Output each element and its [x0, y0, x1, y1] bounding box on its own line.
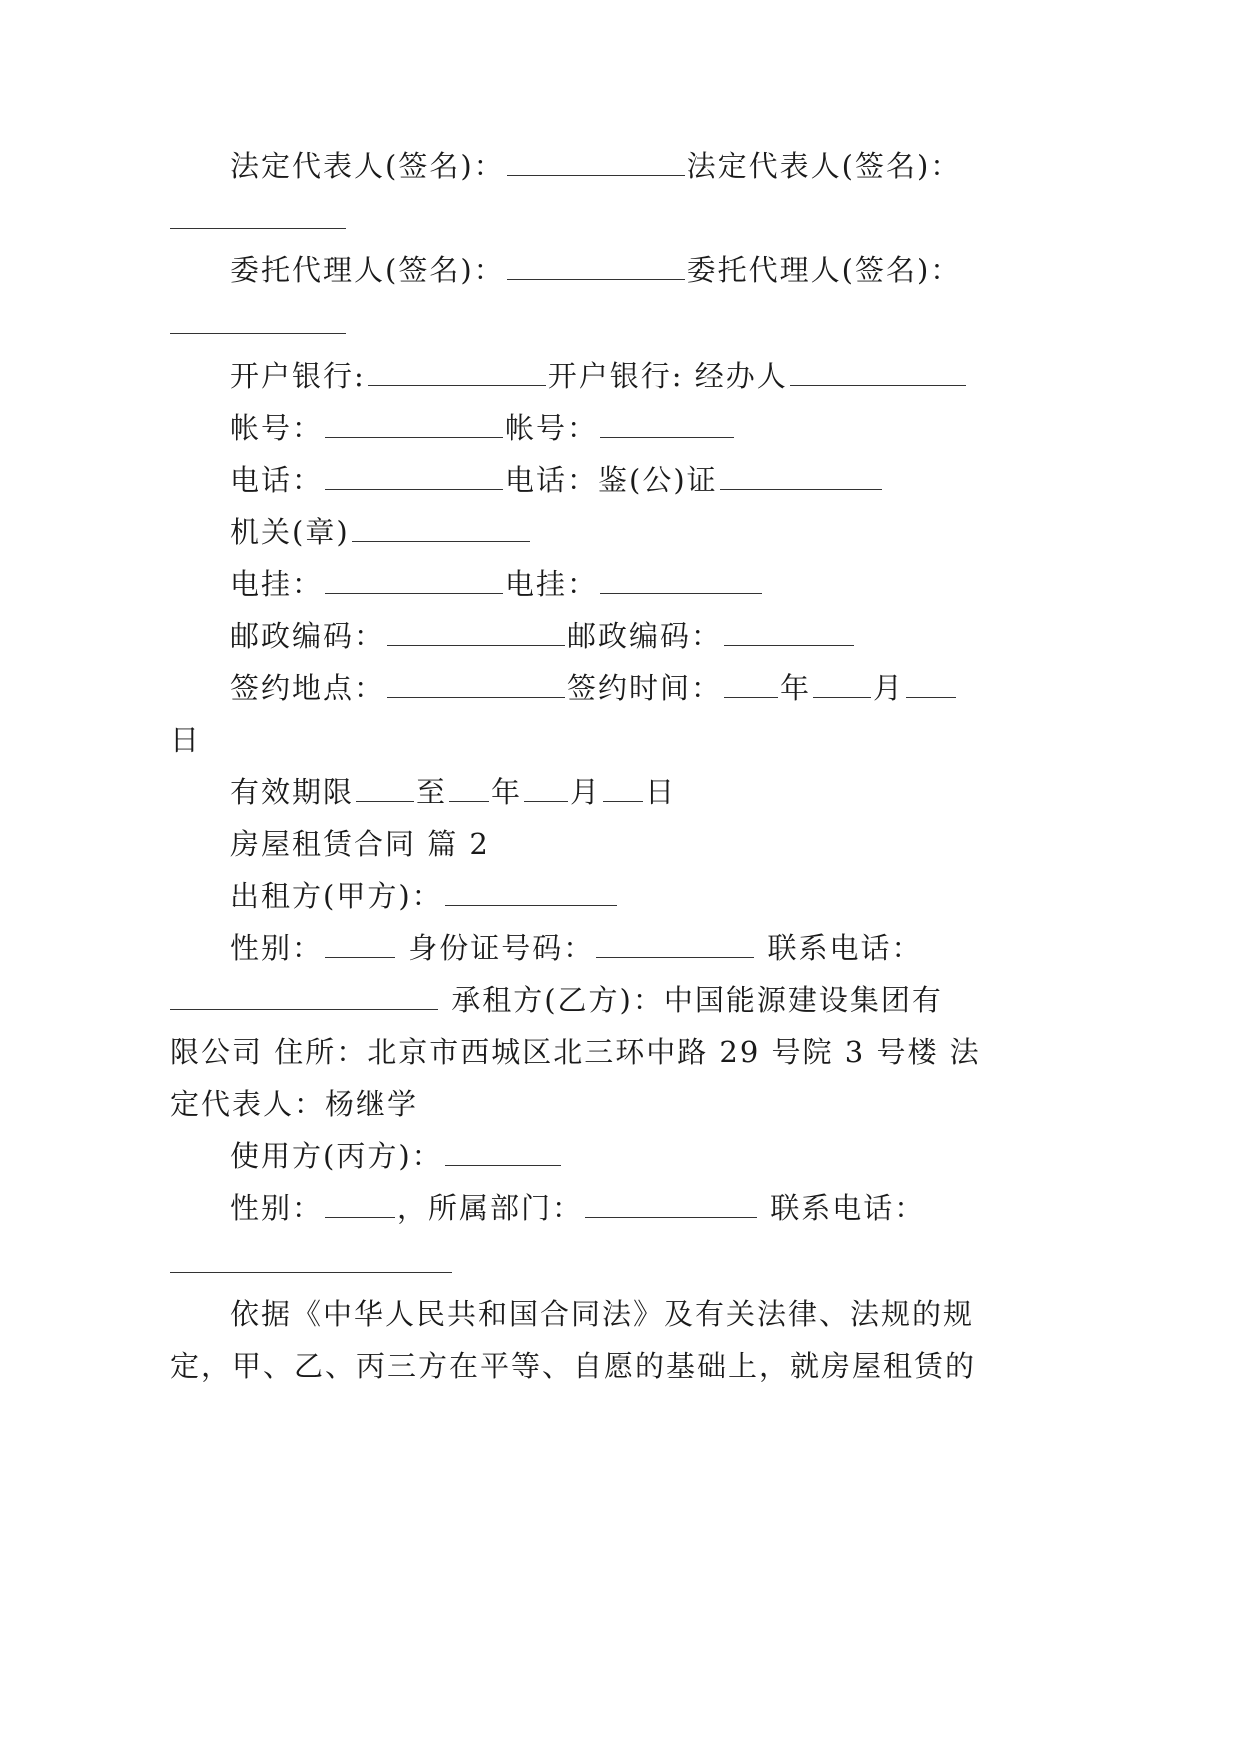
section-title: 房屋租赁合同 篇 2	[230, 827, 490, 861]
agent-label-b: 委托代理人(签名)：	[686, 253, 962, 287]
postcode-label-b: 邮政编码：	[567, 619, 723, 653]
sign-place-time-row	[230, 668, 958, 708]
lessee-rep-text: 定代表人：杨继学	[170, 1087, 419, 1121]
validity-day-label: 日	[645, 775, 677, 809]
bank-row	[230, 356, 968, 396]
account-label-b: 帐号：	[505, 411, 599, 445]
lessee-rep-row	[170, 1084, 418, 1124]
lessor-info-row	[230, 928, 922, 968]
phone-row	[230, 460, 884, 500]
blank-field	[724, 621, 854, 646]
user-party-info-row	[230, 1188, 925, 1228]
agent-label-a: 委托代理人(签名)：	[230, 253, 505, 287]
blank-field	[449, 777, 489, 802]
validity-row	[230, 772, 676, 812]
blank-field	[325, 465, 503, 490]
blank-field	[170, 1272, 452, 1273]
blank-field	[507, 151, 685, 176]
telegraph-label-a: 电挂：	[230, 567, 324, 601]
agent-signature-row	[230, 250, 961, 290]
legal-rep-signature-row	[230, 146, 961, 186]
validity-label: 有效期限	[230, 775, 355, 809]
blank-field	[445, 1141, 561, 1166]
id-number-label: 身份证号码：	[408, 931, 595, 965]
phone-label-a: 电话：	[230, 463, 324, 497]
user-party-label: 使用方(丙方)：	[230, 1139, 443, 1173]
lessee-address-text: 限公司 住所：北京市西城区北三环中路 29 号院 3 号楼 法	[170, 1035, 981, 1069]
blank-field	[507, 255, 685, 280]
blank-field	[325, 413, 503, 438]
user-party-row	[230, 1136, 563, 1176]
blank-field	[325, 569, 503, 594]
blank-field	[325, 1193, 395, 1218]
blank-field	[352, 517, 530, 542]
validity-month-label: 月	[570, 775, 602, 809]
month-label: 月	[873, 671, 905, 705]
validity-year-label: 年	[491, 775, 523, 809]
account-label-a: 帐号：	[230, 411, 324, 445]
blank-field	[790, 361, 966, 386]
paragraph-text-2: 定，甲、乙、丙三方在平等、自愿的基础上，就房屋租赁的	[170, 1349, 977, 1383]
user-contact-phone-label: 联系电话：	[770, 1191, 926, 1225]
day-label: 日	[170, 723, 202, 757]
sign-place-label: 签约地点：	[230, 671, 386, 705]
blank-field	[720, 465, 882, 490]
paragraph-line-2	[170, 1346, 976, 1386]
blank-field	[170, 333, 346, 334]
bank-label-b: 开户银行: 经办人	[547, 359, 788, 393]
gender-label: 性别：	[230, 931, 324, 965]
day-line	[170, 720, 201, 760]
blank-field	[813, 673, 871, 698]
bank-label-a: 开户银行:	[230, 359, 366, 393]
blank-field	[325, 933, 395, 958]
legal-rep-label-b: 法定代表人(签名)：	[686, 149, 962, 183]
telegraph-row	[230, 564, 764, 604]
telegraph-label-b: 电挂：	[505, 567, 599, 601]
lessor-label: 出租方(甲方)：	[230, 879, 443, 913]
lessee-row	[170, 980, 943, 1020]
blank-field	[585, 1193, 757, 1218]
contact-phone-label: 联系电话：	[767, 931, 923, 965]
paragraph-line-1	[230, 1294, 974, 1334]
postcode-label-a: 邮政编码：	[230, 619, 386, 653]
seal-label: 机关(章)	[230, 515, 350, 549]
blank-field	[368, 361, 546, 386]
lessor-row	[230, 876, 619, 916]
blank-field	[906, 673, 956, 698]
blank-field	[356, 777, 414, 802]
phone-label-b: 电话：鉴(公)证	[505, 463, 718, 497]
lessee-text: 承租方(乙方)：中国能源建设集团有	[451, 983, 943, 1017]
user-gender-label: 性别：	[230, 1191, 324, 1225]
seal-row	[230, 512, 532, 552]
blank-field	[387, 673, 565, 698]
blank-field	[445, 881, 617, 906]
legal-rep-label-a: 法定代表人(签名)：	[230, 149, 505, 183]
blank-field	[603, 777, 643, 802]
blank-field	[524, 777, 568, 802]
blank-field	[170, 228, 346, 229]
paragraph-text-1: 依据《中华人民共和国合同法》及有关法律、法规的规	[230, 1297, 975, 1331]
blank-field	[596, 933, 754, 958]
year-label: 年	[780, 671, 812, 705]
lessee-address-row	[170, 1032, 981, 1072]
postcode-row	[230, 616, 856, 656]
department-label: ，所属部门：	[397, 1191, 584, 1225]
sign-time-label: 签约时间：	[567, 671, 723, 705]
blank-field	[600, 569, 762, 594]
blank-field	[724, 673, 778, 698]
section-heading	[230, 824, 490, 864]
to-label: 至	[416, 775, 448, 809]
blank-field	[170, 985, 438, 1010]
blank-field	[387, 621, 565, 646]
account-row	[230, 408, 736, 448]
blank-field	[600, 413, 734, 438]
